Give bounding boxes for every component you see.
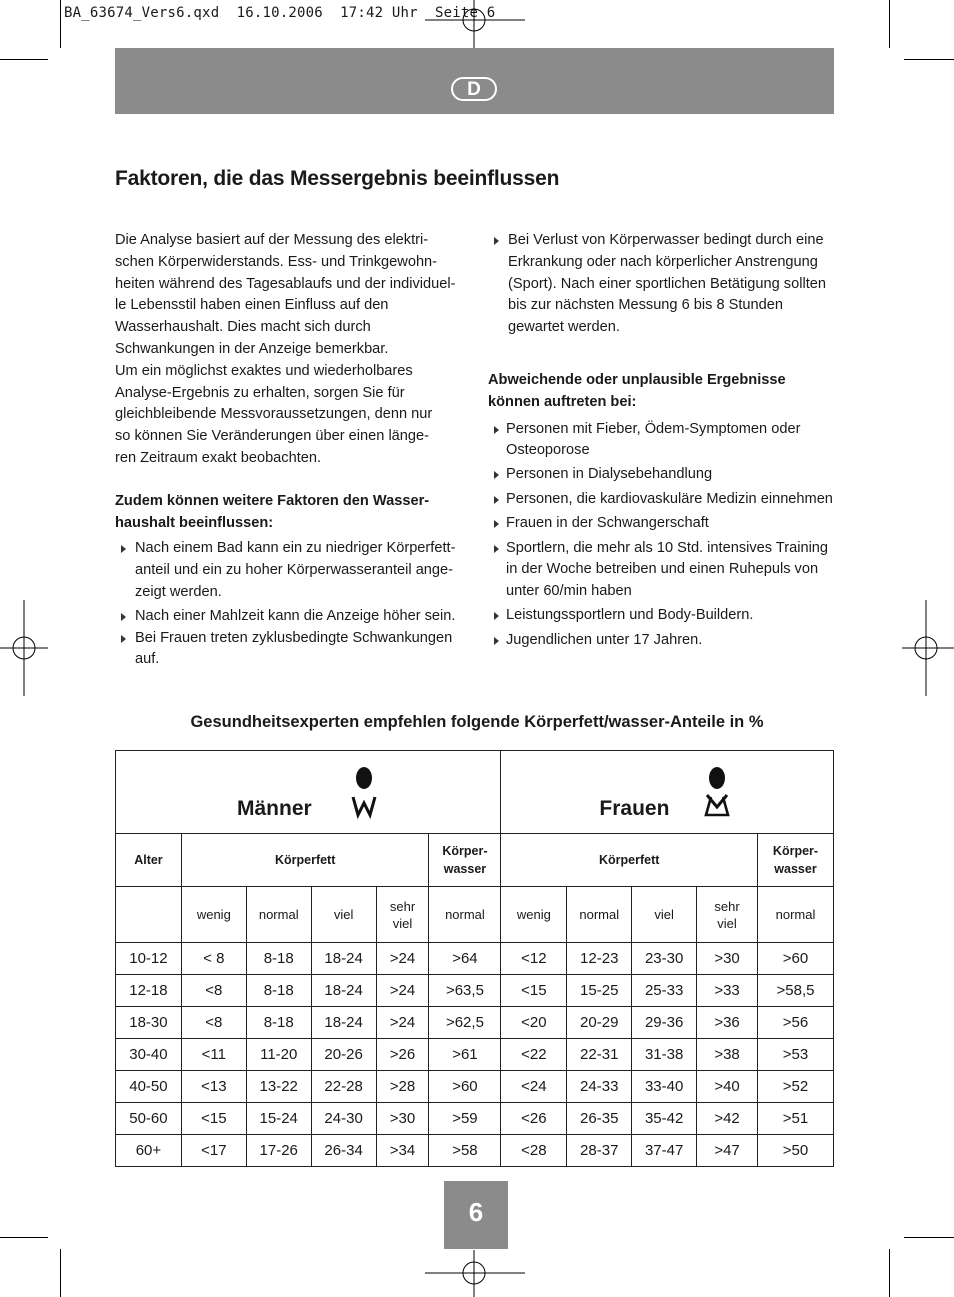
value-cell: >30 (376, 1103, 429, 1135)
value-cell: >33 (697, 975, 758, 1007)
registration-mark-icon (0, 600, 48, 696)
value-cell: 17-26 (246, 1135, 311, 1167)
bodyfat-table (115, 750, 834, 1167)
age-header: Alter (116, 834, 182, 887)
value-cell: >42 (697, 1103, 758, 1135)
male-figure-icon (350, 765, 378, 819)
age-cell: 60+ (116, 1135, 182, 1167)
sub-header: sehr viel (697, 887, 758, 943)
value-cell: 24-30 (311, 1103, 376, 1135)
value-cell: >24 (376, 1007, 429, 1039)
value-cell: <15 (181, 1103, 246, 1135)
value-cell: >62,5 (429, 1007, 501, 1039)
value-cell: >52 (758, 1071, 834, 1103)
value-cell: 26-34 (311, 1135, 376, 1167)
registration-mark-icon (425, 1250, 525, 1297)
value-cell: >58,5 (758, 975, 834, 1007)
value-cell: >61 (429, 1039, 501, 1071)
female-figure-icon (703, 765, 731, 819)
value-cell: >36 (697, 1007, 758, 1039)
sub-header: normal (429, 887, 501, 943)
age-cell: 50-60 (116, 1103, 182, 1135)
value-cell: 11-20 (246, 1039, 311, 1071)
list-item: Jugendlichen unter 17 Jahren. (488, 630, 838, 652)
value-cell: 28-37 (567, 1135, 632, 1167)
women-label: Frauen (599, 797, 670, 820)
value-cell: 31-38 (632, 1039, 697, 1071)
age-cell: 40-50 (116, 1071, 182, 1103)
value-cell: >47 (697, 1135, 758, 1167)
sub-header-row (116, 887, 834, 943)
age-cell: 10-12 (116, 943, 182, 975)
value-cell: >59 (429, 1103, 501, 1135)
language-badge: D (451, 77, 497, 101)
sub-header: normal (758, 887, 834, 943)
value-cell: 23-30 (632, 943, 697, 975)
value-cell: 13-22 (246, 1071, 311, 1103)
list-item: Personen mit Fieber, Ödem-Symptomen oder Osteoporose (488, 419, 838, 463)
value-cell: 18-24 (311, 1007, 376, 1039)
list-item: Personen, die kardiovaskuläre Medizin einnehmen (488, 489, 838, 511)
sub-header: viel (311, 887, 376, 943)
sub-header: viel (632, 887, 697, 943)
sub-header: normal (246, 887, 311, 943)
value-cell: 18-24 (311, 943, 376, 975)
value-cell: 20-26 (311, 1039, 376, 1071)
deviation-heading: Abweichende oder unplausible Ergebnisse können auftreten bei: (488, 371, 786, 410)
value-cell: >26 (376, 1039, 429, 1071)
table-row (116, 1071, 834, 1103)
table-row (116, 1135, 834, 1167)
value-cell: 18-24 (311, 975, 376, 1007)
value-cell: 12-23 (567, 943, 632, 975)
list-item: Nach einem Bad kann ein zu niedriger Körperfett- anteil und ein zu hoher Körperwasseranteil ange- zeigt werden. (115, 538, 470, 603)
page-title: Faktoren, die das Messergebnis beeinflussen (115, 167, 560, 190)
list-item: Bei Frauen treten zyklusbedingte Schwankungen auf. (115, 628, 470, 672)
factors-heading: Zudem können weitere Faktoren den Wasser- haushalt beeinflussen: (115, 492, 430, 531)
value-cell: >56 (758, 1007, 834, 1039)
table-row (116, 1103, 834, 1135)
age-cell: 12-18 (116, 975, 182, 1007)
value-cell: <12 (501, 943, 567, 975)
sub-header: wenig (501, 887, 567, 943)
value-cell: 29-36 (632, 1007, 697, 1039)
value-cell: >28 (376, 1071, 429, 1103)
table-row (116, 975, 834, 1007)
value-cell: >30 (697, 943, 758, 975)
sub-header: sehr viel (376, 887, 429, 943)
registration-mark-icon (902, 600, 954, 696)
value-cell: >53 (758, 1039, 834, 1071)
age-cell: 30-40 (116, 1039, 182, 1071)
value-cell: <15 (501, 975, 567, 1007)
value-cell: <17 (181, 1135, 246, 1167)
value-cell: >58 (429, 1135, 501, 1167)
value-cell: <24 (501, 1071, 567, 1103)
value-cell: 20-29 (567, 1007, 632, 1039)
list-item: Personen in Dialysebehandlung (488, 464, 838, 486)
value-cell: <20 (501, 1007, 567, 1039)
value-cell: >64 (429, 943, 501, 975)
value-cell: 37-47 (632, 1135, 697, 1167)
value-cell: <28 (501, 1135, 567, 1167)
value-cell: 8-18 (246, 1007, 311, 1039)
value-cell: <22 (501, 1039, 567, 1071)
value-cell: >24 (376, 975, 429, 1007)
value-cell: 8-18 (246, 975, 311, 1007)
advice-paragraph: Um ein möglichst exaktes und wiederholbares Analyse-Ergebnis zu erhalten, sorgen Sie für gleichbleibende Messvoraussetzungen, denn nur so können Sie Veränderungen über einen länge- ren Zeitraum exakt beobachten. (115, 362, 433, 466)
table-row (116, 1007, 834, 1039)
value-cell: < 8 (181, 943, 246, 975)
value-cell: 8-18 (246, 943, 311, 975)
value-cell: 22-31 (567, 1039, 632, 1071)
value-cell: >38 (697, 1039, 758, 1071)
value-cell: 25-33 (632, 975, 697, 1007)
value-cell: 15-25 (567, 975, 632, 1007)
value-cell: >60 (758, 943, 834, 975)
value-cell: >40 (697, 1071, 758, 1103)
print-header: BA_63674_Vers6.qxd 16.10.2006 17:42 Uhr Seite 6 (64, 5, 496, 21)
value-cell: <26 (501, 1103, 567, 1135)
value-cell: <8 (181, 975, 246, 1007)
value-cell: 35-42 (632, 1103, 697, 1135)
men-bodywater-header: Körper- wasser (429, 834, 501, 887)
women-header (501, 751, 834, 834)
page-number-box (444, 1181, 508, 1249)
age-cell: 18-30 (116, 1007, 182, 1039)
women-bodywater-header: Körper- wasser (758, 834, 834, 887)
list-item: Nach einer Mahlzeit kann die Anzeige höher sein. (115, 606, 470, 628)
value-cell: 24-33 (567, 1071, 632, 1103)
table-title: Gesundheitsexperten empfehlen folgende Körperfett/wasser-Anteile in % (190, 713, 764, 731)
list-item: Sportlern, die mehr als 10 Std. intensives Training in der Woche betreiben und einen Ruhepuls von unter 60/min haben (488, 538, 838, 603)
value-cell: >60 (429, 1071, 501, 1103)
sub-header: wenig (181, 887, 246, 943)
list-item: Leistungssportlern und Body-Buildern. (488, 605, 838, 627)
list-item: Frauen in der Schwangerschaft (488, 513, 838, 535)
value-cell: >50 (758, 1135, 834, 1167)
value-cell: <13 (181, 1071, 246, 1103)
left-column (115, 230, 470, 671)
sub-header: normal (567, 887, 632, 943)
men-bodyfat-header: Körperfett (181, 834, 429, 887)
value-cell: <8 (181, 1007, 246, 1039)
registration-mark-icon (425, 0, 525, 48)
intro-paragraph: Die Analyse basiert auf der Messung des elektri- schen Körperwiderstands. Ess- und Trinkgewohn- heiten während des Tagesablaufs und der individuel- le Lebensstil haben einen Einfluss auf den Wasserhaushalt. Dies macht sich durch Schwankungen in der Anzeige bemerkbar. (115, 232, 456, 357)
value-cell: >34 (376, 1135, 429, 1167)
right-column (488, 230, 838, 652)
table-row (116, 943, 834, 975)
value-cell: <11 (181, 1039, 246, 1071)
value-cell: 26-35 (567, 1103, 632, 1135)
value-cell: 33-40 (632, 1071, 697, 1103)
value-cell: >63,5 (429, 975, 501, 1007)
value-cell: 22-28 (311, 1071, 376, 1103)
value-cell: 15-24 (246, 1103, 311, 1135)
list-item: Bei Verlust von Körperwasser bedingt durch eine Erkrankung oder nach körperlicher Anstrengung (Sport). Nach einer sportlichen Betätigung sollten bis zur nächsten Messung 6 bis 8 Stunden gewartet werden. (488, 230, 838, 339)
value-cell: >51 (758, 1103, 834, 1135)
table-row (116, 1039, 834, 1071)
women-bodyfat-header: Körperfett (501, 834, 758, 887)
men-label: Männer (237, 797, 312, 820)
men-header (116, 751, 501, 834)
value-cell: >24 (376, 943, 429, 975)
page-number: 6 (468, 1197, 484, 1227)
